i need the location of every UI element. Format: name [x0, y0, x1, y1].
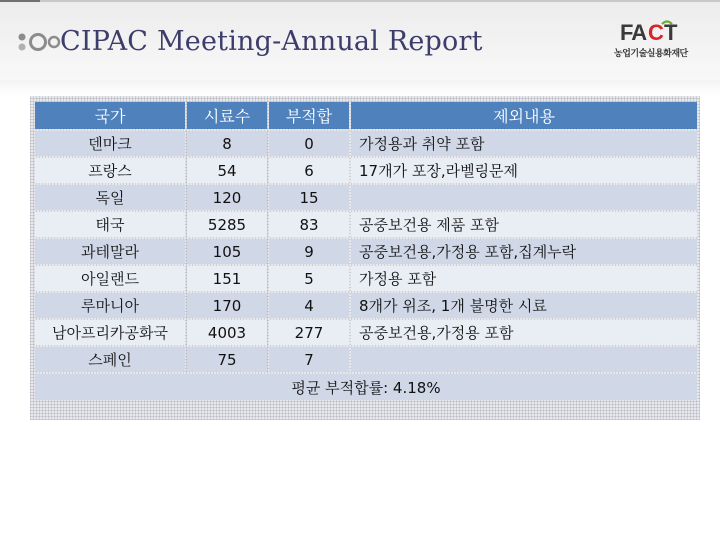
slide-header [0, 0, 720, 80]
table-row [35, 131, 697, 156]
header-divider [0, 80, 720, 96]
table-row [35, 158, 697, 183]
cell-country: 태국 [35, 212, 185, 237]
report-table [33, 100, 699, 402]
average-row [35, 374, 697, 400]
table-row [35, 239, 697, 264]
cell-country: 남아프리카공화국 [35, 320, 185, 345]
logo-mark-icon [614, 20, 710, 46]
table-row [35, 212, 697, 237]
table-row [35, 266, 697, 291]
table-row [35, 320, 697, 345]
svg-text:C: C [648, 20, 664, 45]
cell-samples: 120 [187, 185, 267, 210]
header-note: 제외내용 [351, 102, 697, 129]
cell-note: 17개가 포장,라벨링문제 [351, 158, 697, 183]
fact-logo [614, 20, 710, 68]
cell-country: 독일 [35, 185, 185, 210]
cell-nonconforming: 5 [269, 266, 349, 291]
page-title: CIPAC Meeting-Annual Report [60, 26, 483, 57]
bullet-icon [16, 30, 62, 54]
cell-country: 프랑스 [35, 158, 185, 183]
cell-note: 공중보건용 제품 포함 [351, 212, 697, 237]
cell-nonconforming: 277 [269, 320, 349, 345]
header-nonconforming: 부적합 [269, 102, 349, 129]
cell-note [351, 185, 697, 210]
table-header-row [35, 102, 697, 129]
cell-note: 8개가 위조, 1개 불명한 시료 [351, 293, 697, 318]
svg-text:T: T [664, 20, 678, 45]
cell-note: 공중보건용,가정용 포함,집계누락 [351, 239, 697, 264]
cell-note: 가정용 포함 [351, 266, 697, 291]
cell-samples: 151 [187, 266, 267, 291]
cell-samples: 4003 [187, 320, 267, 345]
header-samples: 시료수 [187, 102, 267, 129]
svg-text:FA: FA [620, 20, 647, 45]
cell-country: 과테말라 [35, 239, 185, 264]
cell-samples: 105 [187, 239, 267, 264]
cell-samples: 8 [187, 131, 267, 156]
cell-country: 스페인 [35, 347, 185, 372]
cell-nonconforming: 6 [269, 158, 349, 183]
cell-samples: 170 [187, 293, 267, 318]
cell-samples: 5285 [187, 212, 267, 237]
cell-nonconforming: 4 [269, 293, 349, 318]
cell-nonconforming: 7 [269, 347, 349, 372]
top-rule [0, 0, 720, 2]
header-country: 국가 [35, 102, 185, 129]
cell-nonconforming: 15 [269, 185, 349, 210]
cell-samples: 75 [187, 347, 267, 372]
table-row [35, 293, 697, 318]
cell-note [351, 347, 697, 372]
cell-nonconforming: 83 [269, 212, 349, 237]
average-rate: 평균 부적합률: 4.18% [35, 374, 697, 400]
cell-country: 루마니아 [35, 293, 185, 318]
logo-subtitle: 농업기술실용화재단 [614, 49, 688, 59]
top-rule-accent [0, 0, 40, 2]
cell-country: 아일랜드 [35, 266, 185, 291]
cell-nonconforming: 0 [269, 131, 349, 156]
cell-note: 공중보건용,가정용 포함 [351, 320, 697, 345]
cell-note: 가정용과 취약 포함 [351, 131, 697, 156]
cell-samples: 54 [187, 158, 267, 183]
cell-country: 덴마크 [35, 131, 185, 156]
cell-nonconforming: 9 [269, 239, 349, 264]
table-row [35, 185, 697, 210]
table-row [35, 347, 697, 372]
